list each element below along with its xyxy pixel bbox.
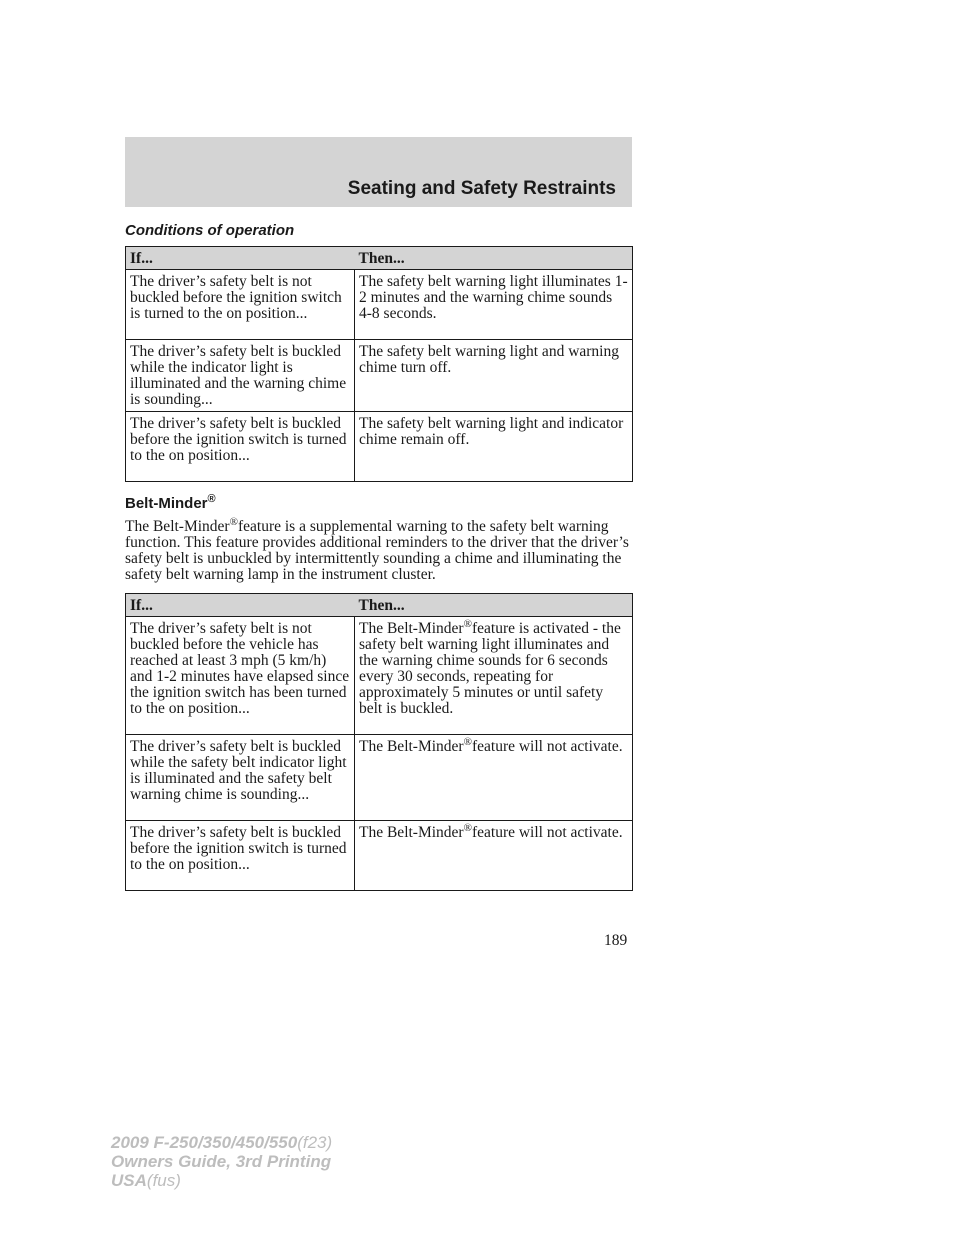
page-content [125, 222, 632, 891]
registered-mark: ® [463, 735, 472, 748]
page-number: 189 [604, 932, 628, 949]
condition-if-cell: The driver’s safety belt is buckled while the indicator light is illuminated and the warning chime is sounding... [126, 340, 355, 412]
table-row [126, 735, 633, 821]
condition-if-cell: The driver’s safety belt is not buckled before the ignition switch is turned to the on position... [126, 270, 355, 340]
column-header-then: Then... [355, 594, 633, 617]
condition-if-cell: The driver’s safety belt is buckled while the safety belt indicator light is illuminated and the safety belt warning chime is sounding... [126, 735, 355, 821]
footer-line-model [111, 1133, 332, 1152]
condition-then-cell [355, 617, 633, 735]
footer-region: USA [111, 1171, 147, 1190]
belt-minder-heading-text: Belt-Minder [125, 495, 208, 512]
column-header-if: If... [126, 594, 355, 617]
footer-region-code: (fus) [146, 1171, 181, 1190]
table-row [126, 617, 633, 735]
footer-line-region [111, 1171, 332, 1190]
then-lead: The Belt-Minder [359, 824, 464, 841]
table-row [126, 340, 633, 412]
condition-then-cell [355, 821, 633, 891]
description-lead: The Belt-Minder [125, 518, 230, 535]
column-header-then: Then... [355, 247, 633, 270]
footer-guide: Owners Guide, 3rd Printing [111, 1152, 332, 1171]
document-footer [111, 1133, 332, 1190]
conditions-heading: Conditions of operation [125, 222, 295, 239]
section-header-band [125, 137, 632, 207]
belt-minder-heading [125, 495, 632, 512]
belt-minder-table [125, 593, 633, 891]
table-header-row [126, 247, 633, 270]
section-title: Seating and Safety Restraints [347, 178, 616, 199]
condition-then-cell: The safety belt warning light and indicator chime remain off. [355, 412, 633, 482]
condition-if-cell: The driver’s safety belt is buckled before the ignition switch is turned to the on position... [126, 412, 355, 482]
description-rest: feature is a supplemental warning to the safety belt warning function. This feature provides additional reminders to the driver that the driver’s safety belt is unbuckled by intermittently sounding a chime and illuminating the safety belt warning lamp in the instrument cluster. [125, 518, 629, 583]
condition-then-cell: The safety belt warning light and warning chime turn off. [355, 340, 633, 412]
registered-mark: ® [463, 821, 472, 834]
then-lead: The Belt-Minder [359, 620, 464, 637]
then-rest: feature is activated - the safety belt warning light illuminates and the warning chime sounds for 6 seconds every 30 seconds, repeating for approximately 5 minutes or until safety belt is buckled. [359, 620, 621, 717]
condition-if-cell: The driver’s safety belt is buckled before the ignition switch is turned to the on position... [126, 821, 355, 891]
registered-mark: ® [463, 617, 472, 630]
then-lead: The Belt-Minder [359, 738, 464, 755]
column-header-if: If... [126, 247, 355, 270]
table-row [126, 412, 633, 482]
registered-mark: ® [229, 515, 238, 528]
table-header-row [126, 594, 633, 617]
belt-minder-description [125, 515, 632, 583]
footer-model: 2009 F-250/350/450/550 [111, 1133, 298, 1152]
conditions-table [125, 246, 633, 482]
registered-mark: ® [207, 493, 216, 505]
then-rest: feature will not activate. [471, 738, 623, 755]
table-row [126, 270, 633, 340]
table-row [126, 821, 633, 891]
footer-model-code: (f23) [297, 1133, 333, 1152]
condition-then-cell [355, 735, 633, 821]
condition-if-cell: The driver’s safety belt is not buckled before the vehicle has reached at least 3 mph (5 km/h) and 1-2 minutes have elapsed since the ignition switch has been turned to the on position... [126, 617, 355, 735]
then-rest: feature will not activate. [471, 824, 623, 841]
condition-then-cell: The safety belt warning light illuminates 1-2 minutes and the warning chime sounds 4-8 seconds. [355, 270, 633, 340]
